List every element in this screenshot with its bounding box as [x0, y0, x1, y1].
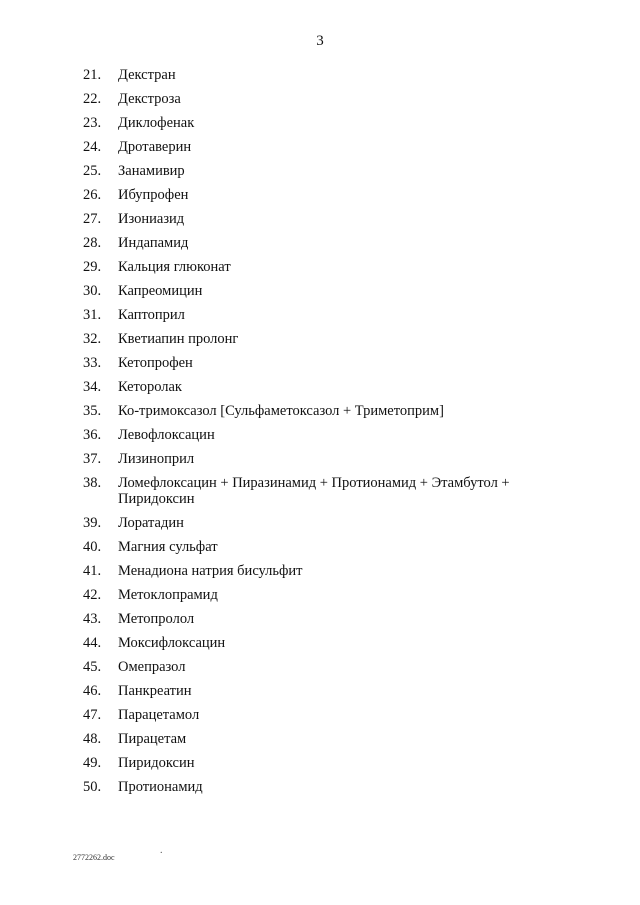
item-name: Занамивир [118, 163, 185, 179]
list-item [83, 427, 583, 443]
item-number: 30. [83, 283, 102, 299]
item-number: 37. [83, 451, 102, 467]
item-name: Магния сульфат [118, 539, 218, 555]
item-number: 28. [83, 235, 102, 251]
item-name: Декстран [118, 67, 176, 83]
list-item [83, 139, 583, 155]
item-number: 43. [83, 611, 102, 627]
list-item [83, 707, 583, 723]
item-name: Капреомицин [118, 283, 203, 299]
page-number: 3 [316, 33, 324, 49]
item-number: 31. [83, 307, 102, 323]
list-item [83, 611, 583, 627]
item-number: 36. [83, 427, 102, 443]
list-item [83, 115, 583, 131]
list-item [83, 235, 583, 251]
item-name: Кеторолак [118, 379, 182, 395]
item-name: Дротаверин [118, 139, 192, 155]
list-item [83, 259, 583, 275]
list-item [83, 403, 583, 419]
list-item [83, 475, 583, 507]
item-name: Лизиноприл [118, 451, 195, 467]
list-item [83, 515, 583, 531]
list-item [83, 67, 583, 83]
item-number: 47. [83, 707, 102, 723]
item-name: Менадиона натрия бисульфит [118, 563, 303, 579]
list-item [83, 211, 583, 227]
list-item [83, 187, 583, 203]
list-item [83, 539, 583, 555]
list-item [83, 163, 583, 179]
item-name: Ко-тримоксазол [Сульфаметоксазол + Триметоприм] [118, 403, 444, 419]
item-name: Индапамид [118, 235, 189, 251]
item-number: 29. [83, 259, 102, 275]
item-name: Протионамид [118, 779, 203, 795]
item-name: Ломефлоксацин + Пиразинамид + Протионамид + Этамбутол + Пиридоксин [118, 475, 510, 507]
item-number: 33. [83, 355, 102, 371]
item-number: 35. [83, 403, 102, 419]
list-item [83, 779, 583, 795]
item-name: Моксифлоксацин [118, 635, 226, 651]
item-number: 44. [83, 635, 102, 651]
item-name: Изониазид [118, 211, 185, 227]
item-name: Кальция глюконат [118, 259, 231, 275]
item-name: Декстроза [118, 91, 181, 107]
item-number: 38. [83, 475, 102, 491]
item-number: 40. [83, 539, 102, 555]
item-number: 50. [83, 779, 102, 795]
item-name: Панкреатин [118, 683, 192, 699]
item-number: 32. [83, 331, 102, 347]
item-number: 26. [83, 187, 102, 203]
list-item [83, 563, 583, 579]
item-name: Метопролол [118, 611, 195, 627]
item-number: 21. [83, 67, 102, 83]
item-name: Омепразол [118, 659, 186, 675]
drug-list [83, 67, 583, 803]
item-name: Лоратадин [118, 515, 184, 531]
item-number: 22. [83, 91, 102, 107]
item-name: Пиридоксин [118, 755, 195, 771]
item-number: 25. [83, 163, 102, 179]
item-number: 39. [83, 515, 102, 531]
item-number: 27. [83, 211, 102, 227]
item-name: Метоклопрамид [118, 587, 218, 603]
list-item [83, 331, 583, 347]
list-item [83, 587, 583, 603]
item-name: Кветиапин пролонг [118, 331, 239, 347]
list-item [83, 659, 583, 675]
list-item [83, 91, 583, 107]
item-number: 49. [83, 755, 102, 771]
item-number: 48. [83, 731, 102, 747]
item-number: 24. [83, 139, 102, 155]
list-item [83, 731, 583, 747]
list-item [83, 451, 583, 467]
item-name: Ибупрофен [118, 187, 189, 203]
list-item [83, 755, 583, 771]
item-name: Пирацетам [118, 731, 187, 747]
list-item [83, 683, 583, 699]
item-name: Парацетамол [118, 707, 200, 723]
item-name: Каптоприл [118, 307, 185, 323]
list-item [83, 283, 583, 299]
list-item [83, 307, 583, 323]
footer-file-name: 2772262.doc [73, 853, 115, 862]
item-number: 34. [83, 379, 102, 395]
list-item [83, 379, 583, 395]
item-number: 23. [83, 115, 102, 131]
list-item [83, 355, 583, 371]
list-item [83, 635, 583, 651]
item-number: 45. [83, 659, 102, 675]
item-number: 42. [83, 587, 102, 603]
stray-dot-mark: . [160, 845, 163, 856]
item-name: Левофлоксацин [118, 427, 215, 443]
item-number: 41. [83, 563, 102, 579]
item-name: Кетопрофен [118, 355, 193, 371]
item-name: Диклофенак [118, 115, 195, 131]
item-number: 46. [83, 683, 102, 699]
